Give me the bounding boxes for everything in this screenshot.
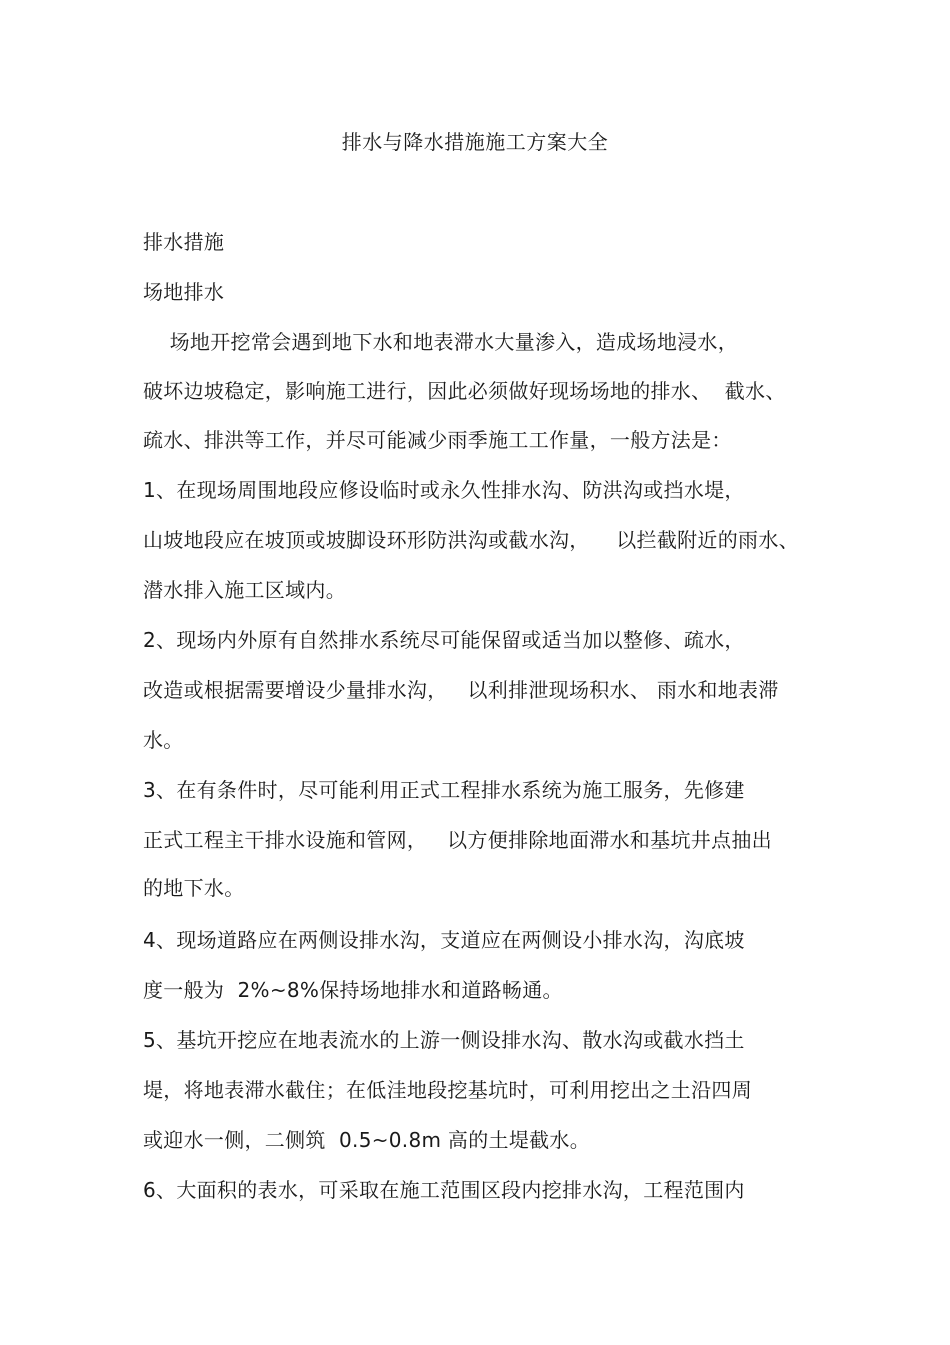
subsection-heading: 场地排水 xyxy=(143,280,225,304)
paragraph-line: 潜水排入施工区域内。 xyxy=(143,578,346,602)
paragraph-line: 3、在有条件时，尽可能利用正式工程排水系统为施工服务，先修建 xyxy=(143,778,745,802)
paragraph-line: 的地下水。 xyxy=(143,876,245,900)
paragraph-line: 5、基坑开挖应在地表流水的上游一侧设排水沟、散水沟或截水挡土 xyxy=(143,1028,745,1052)
paragraph-line: 1、在现场周围地段应修设临时或永久性排水沟、防洪沟或挡水堤， xyxy=(143,478,745,502)
paragraph-line: 6、大面积的表水，可采取在施工范围区段内挖排水沟，工程范围内 xyxy=(143,1178,745,1202)
paragraph-line: 堤，将地表滞水截住；在低洼地段挖基坑时，可利用挖出之土沿四周 xyxy=(143,1078,752,1102)
paragraph-line: 场地开挖常会遇到地下水和地表滞水大量渗入，造成场地浸水， xyxy=(143,330,739,354)
paragraph-line: 或迎水一侧，二侧筑 0.5~0.8m 高的土堤截水。 xyxy=(143,1128,591,1152)
paragraph-line: 破坏边坡稳定，影响施工进行，因此必须做好现场场地的排水、 截水、 xyxy=(143,379,786,403)
paragraph-line: 度一般为 2%~8%保持场地排水和道路畅通。 xyxy=(143,978,563,1002)
paragraph-line: 正式工程主干排水设施和管网， 以方便排除地面滞水和基坑井点抽出 xyxy=(143,828,772,852)
paragraph-line: 2、现场内外原有自然排水系统尽可能保留或适当加以整修、疏水， xyxy=(143,628,745,652)
section-heading: 排水措施 xyxy=(143,230,225,254)
paragraph-line: 疏水、排洪等工作，并尽可能减少雨季施工工作量，一般方法是： xyxy=(143,428,732,452)
paragraph-line: 山坡地段应在坡顶或坡脚设环形防洪沟或截水沟， 以拦截附近的雨水、 xyxy=(143,528,799,552)
paragraph-line: 改造或根据需要增设少量排水沟， 以利排泄现场积水、 雨水和地表滞 xyxy=(143,678,779,702)
paragraph-line: 水。 xyxy=(143,728,184,752)
document-title: 排水与降水措施施工方案大全 xyxy=(341,130,609,154)
paragraph-line: 4、现场道路应在两侧设排水沟，支道应在两侧设小排水沟，沟底坡 xyxy=(143,928,745,952)
